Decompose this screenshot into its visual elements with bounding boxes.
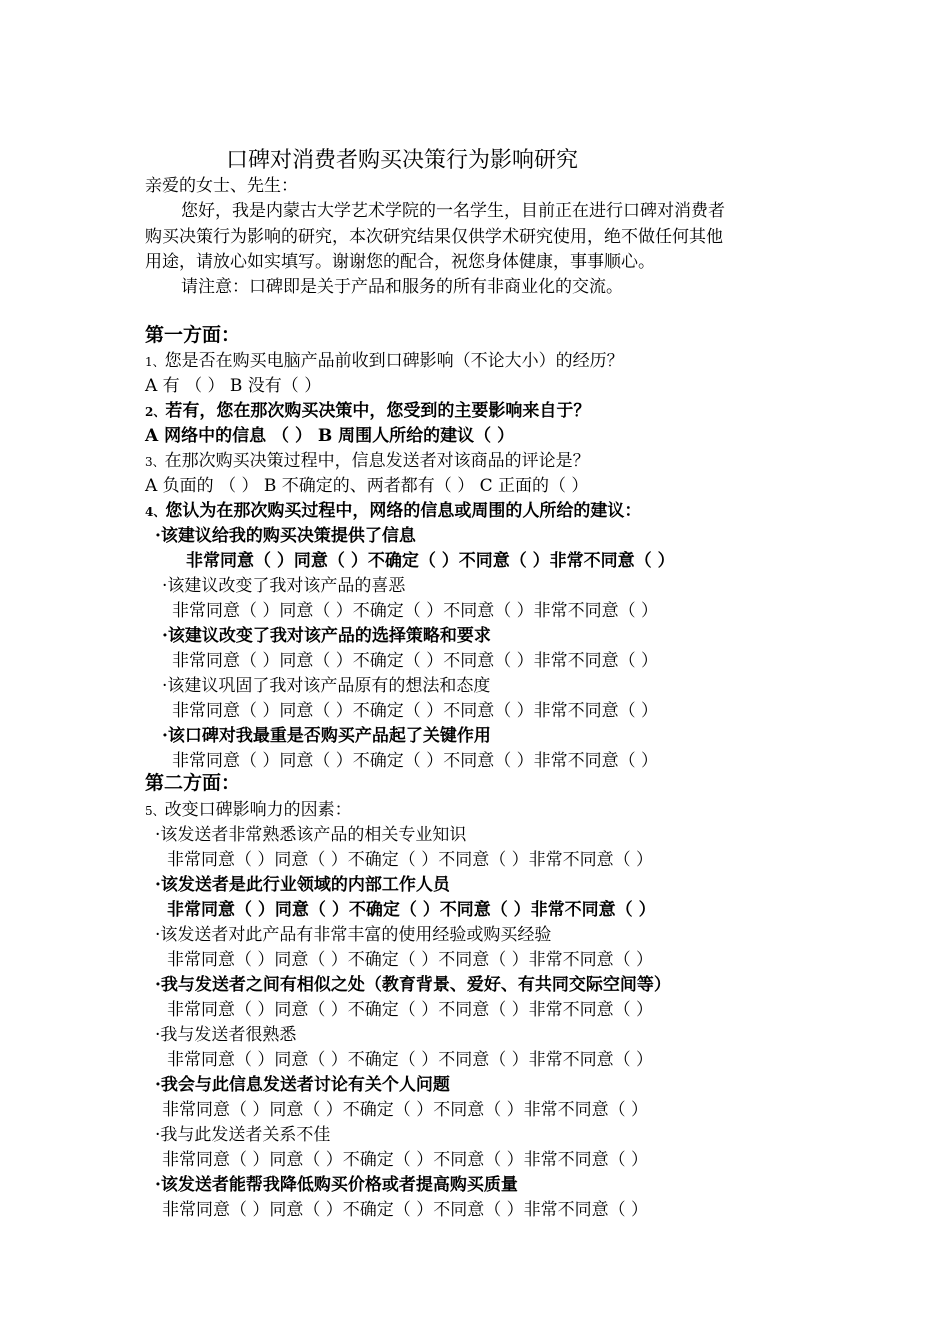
q4-number: 4、 — [145, 505, 166, 519]
q2-number: 2、 — [145, 405, 166, 419]
q5-statement-6: ·我会与此信息发送者讨论有关个人问题 — [155, 1075, 450, 1095]
q5-statement-1: ·该发送者非常熟悉该产品的相关专业知识 — [155, 825, 467, 845]
intro-line-1: 您好，我是内蒙古大学艺术学院的一名学生，目前正在进行口碑对消费者 — [181, 201, 725, 221]
q3-number: 3、 — [145, 455, 165, 469]
q4-statement-4: ·该建议巩固了我对该产品原有的想法和态度 — [162, 676, 491, 696]
section1-heading: 第一方面： — [145, 324, 241, 346]
q5-scale-7: 非常同意（ ）同意（ ）不确定（ ）不同意（ ）非常不同意（ ） — [162, 1150, 649, 1170]
q5-statement-2: ·该发送者是此行业领域的内部工作人员 — [155, 875, 450, 895]
q5-scale-2: 非常同意（ ）同意（ ）不确定（ ）不同意（ ）非常不同意（ ） — [167, 900, 656, 920]
q4-question — [145, 500, 641, 523]
q4-scale-1: 非常同意（ ）同意（ ）不确定（ ）不同意（ ）非常不同意（ ） — [186, 551, 675, 571]
q4-statement-3: ·该建议改变了我对该产品的选择策略和要求 — [162, 626, 491, 646]
q1-text: 您是否在购买电脑产品前收到口碑影响（不论大小）的经历？ — [164, 351, 624, 371]
q5-number: 5、 — [145, 804, 165, 818]
q3-question — [145, 450, 590, 473]
q3-options: A 负面的 （ ） B 不确定的、两者都有（ ） C 正面的（ ） — [145, 476, 589, 496]
intro-line-2: 购买决策行为影响的研究，本次研究结果仅供学术研究使用，绝不做任何其他 — [145, 227, 723, 247]
q1-question — [145, 350, 624, 373]
q4-scale-5: 非常同意（ ）同意（ ）不确定（ ）不同意（ ）非常不同意（ ） — [172, 751, 659, 771]
q1-options: A 有 （ ） B 没有（ ） — [145, 376, 322, 396]
q4-statement-1: ·该建议给我的购买决策提供了信息 — [155, 526, 416, 546]
q4-scale-3: 非常同意（ ）同意（ ）不确定（ ）不同意（ ）非常不同意（ ） — [172, 651, 659, 671]
q2-options: A 网络中的信息 （ ） B 周围人所给的建议（ ） — [145, 426, 515, 446]
q5-scale-8: 非常同意（ ）同意（ ）不确定（ ）不同意（ ）非常不同意（ ） — [162, 1200, 649, 1220]
intro-line-3: 用途，请放心如实填写。谢谢您的配合，祝您身体健康，事事顺心。 — [145, 252, 655, 272]
q4-statement-5: ·该口碑对我最重是否购买产品起了关键作用 — [162, 726, 491, 746]
q4-scale-4: 非常同意（ ）同意（ ）不确定（ ）不同意（ ）非常不同意（ ） — [172, 701, 659, 721]
q4-statement-2: ·该建议改变了我对该产品的喜恶 — [162, 576, 406, 596]
q5-statement-4: ·我与发送者之间有相似之处（教育背景、爱好、有共同交际空间等） — [155, 975, 671, 995]
q5-text: 改变口碑影响力的因素： — [164, 800, 352, 820]
q5-scale-5: 非常同意（ ）同意（ ）不确定（ ）不同意（ ）非常不同意（ ） — [167, 1050, 654, 1070]
greeting: 亲爱的女士、先生： — [145, 176, 298, 196]
q3-text: 在那次购买决策过程中，信息发送者对该商品的评论是？ — [164, 451, 590, 471]
q5-statement-7: ·我与此发送者关系不佳 — [155, 1125, 331, 1145]
note: 请注意：口碑即是关于产品和服务的所有非商业化的交流。 — [181, 277, 623, 297]
q5-statement-5: ·我与发送者很熟悉 — [155, 1025, 297, 1045]
q4-text: 您认为在那次购买过程中，网络的信息或周围的人所给的建议： — [165, 501, 642, 521]
q2-text: 若有，您在那次购买决策中，您受到的主要影响来自于？ — [165, 401, 591, 421]
q5-statement-3: ·该发送者对此产品有非常丰富的使用经验或购买经验 — [155, 925, 552, 945]
q4-scale-2: 非常同意（ ）同意（ ）不确定（ ）不同意（ ）非常不同意（ ） — [172, 601, 659, 621]
q1-number: 1、 — [145, 355, 165, 369]
q5-scale-1: 非常同意（ ）同意（ ）不确定（ ）不同意（ ）非常不同意（ ） — [167, 850, 654, 870]
q5-scale-4: 非常同意（ ）同意（ ）不确定（ ）不同意（ ）非常不同意（ ） — [167, 1000, 654, 1020]
q5-question — [145, 799, 352, 822]
page-title: 口碑对消费者购买决策行为影响研究 — [226, 148, 579, 173]
q5-scale-3: 非常同意（ ）同意（ ）不确定（ ）不同意（ ）非常不同意（ ） — [167, 950, 654, 970]
q2-question — [145, 400, 590, 423]
q5-scale-6: 非常同意（ ）同意（ ）不确定（ ）不同意（ ）非常不同意（ ） — [162, 1100, 649, 1120]
section2-heading: 第二方面： — [145, 772, 241, 794]
q5-statement-8: ·该发送者能帮我降低购买价格或者提高购买质量 — [155, 1175, 518, 1195]
